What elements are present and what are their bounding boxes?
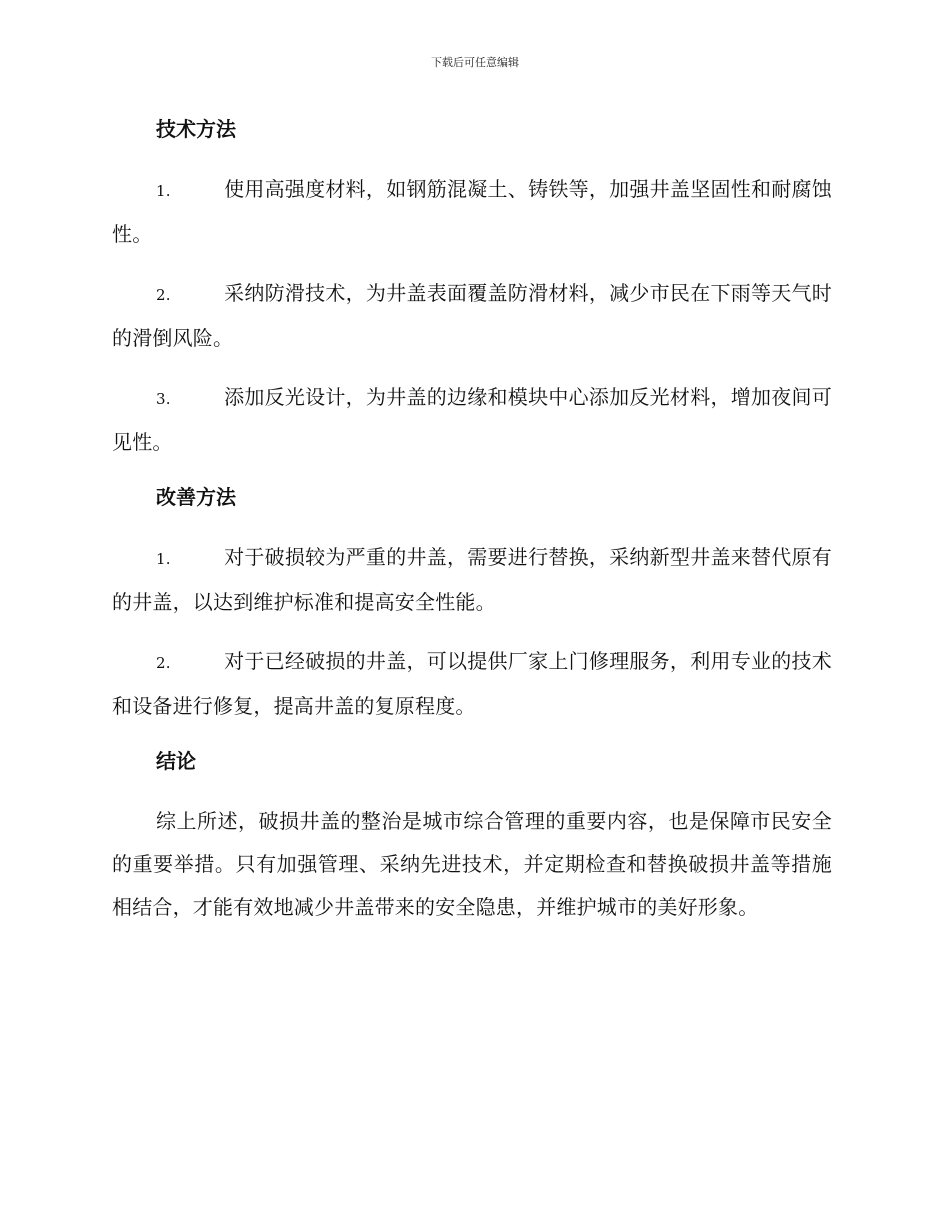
list-item-text: 使用高强度材料，如钢筋混凝土、铸铁等，加强井盖坚固性和耐腐蚀性。 (112, 177, 832, 246)
list-number: 1. (156, 550, 171, 568)
list-number: 1. (156, 182, 171, 200)
conclusion-paragraph: 综上所述，破损井盖的整治是城市综合管理的重要内容，也是保障市民安全的重要举措。只有加强管理、采纳先进技术，并定期检查和替换破损井盖等措施相结合，才能有效地减少井盖带来的安全隐患，并维护城市的美好形象。 (112, 809, 832, 919)
list-item-text: 对于破损较为严重的井盖，需要进行替换，采纳新型井盖来替代原有的井盖，以达到维护标准和提高安全性能。 (112, 545, 832, 614)
list-item (112, 272, 832, 360)
list-number: 2. (156, 286, 171, 304)
list-number: 2. (156, 654, 171, 672)
list-number: 3. (156, 390, 171, 408)
list-item (112, 376, 832, 464)
list-item (112, 536, 832, 624)
section-heading-conclusion: 结论 (156, 749, 196, 773)
section-heading-tech-methods: 技术方法 (156, 117, 236, 141)
list-item (112, 640, 832, 728)
section-heading-improvement-methods: 改善方法 (156, 485, 236, 509)
list-item-text: 对于已经破损的井盖，可以提供厂家上门修理服务，利用专业的技术和设备进行修复，提高井盖的复原程度。 (112, 649, 832, 718)
list-item-text: 添加反光设计，为井盖的边缘和模块中心添加反光材料，增加夜间可见性。 (112, 385, 832, 454)
page-header: 下载后可任意编辑 (431, 56, 519, 69)
document-body (112, 112, 832, 945)
list-item (112, 168, 832, 256)
list-item-text: 采纳防滑技术，为井盖表面覆盖防滑材料，减少市民在下雨等天气时的滑倒风险。 (112, 281, 832, 350)
